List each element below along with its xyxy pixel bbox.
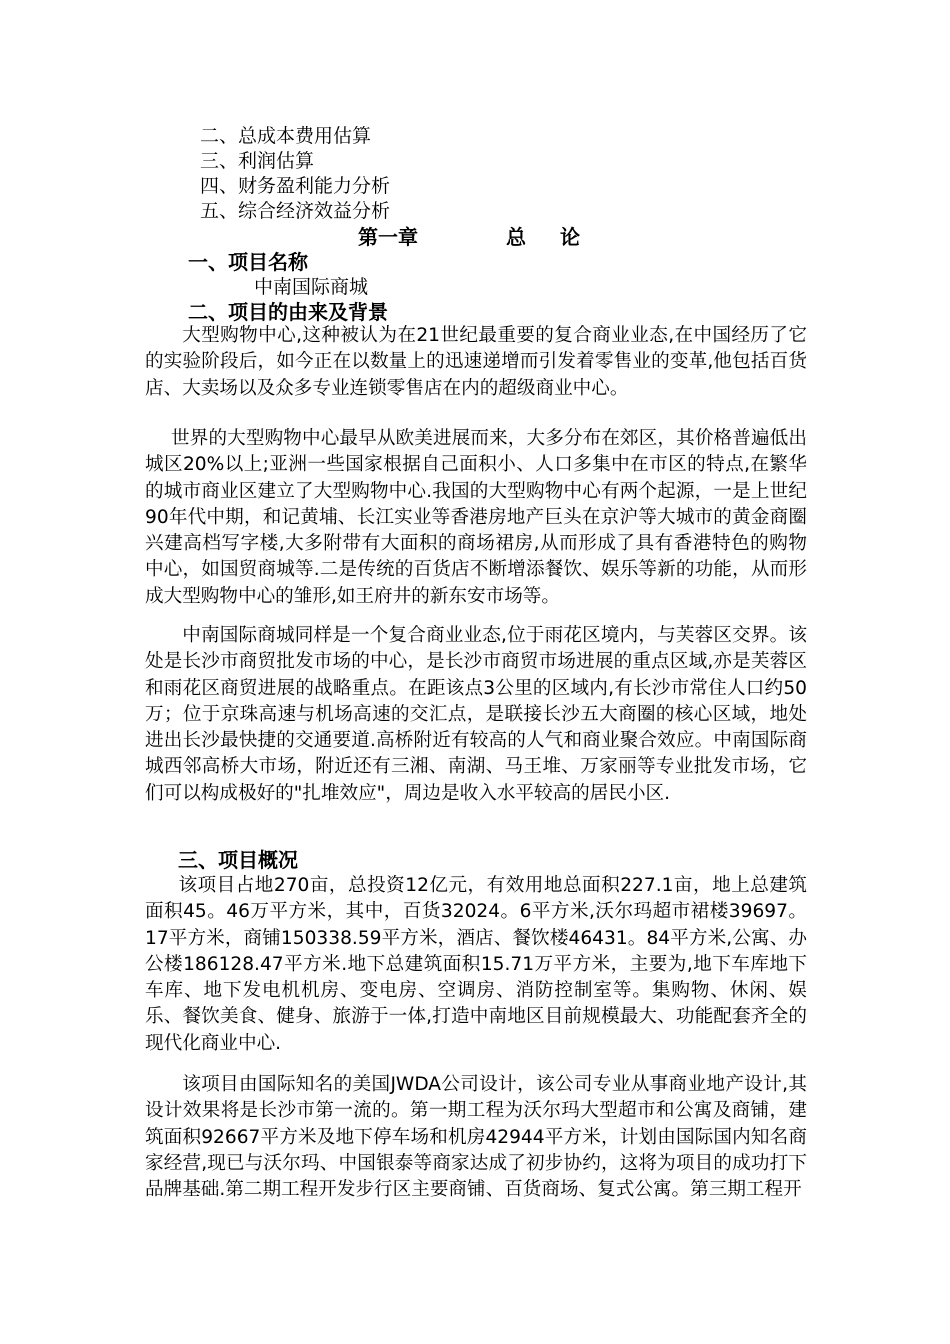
background-paragraph: 中南国际商城同样是一个复合商业业态,位于雨花区境内，与芙蓉区交界。该处是长沙市商贸批发市场的中心，是长沙市商贸市场进展的重点区域,亦是芙蓉区和雨花区商贸进展的战略重点。在距该点3公里的区域内,有长沙市常住人口约50万；位于京珠高速与机场高速的交汇点，是联接长沙五大商圈的核心区域，地处进出长沙最快捷的交通要道.高桥附近有较高的人气和商业聚合效应。中南国际商城西邻高桥大市场，附近还有三湘、南湖、马王堆、万家丽等专业批发市场，它们可以构成极好的"扎堆效应"，周边是收入水平较高的居民小区. — [145, 625, 807, 804]
chapter-title — [358, 224, 580, 250]
toc-item: 二、总成本费用估算 — [200, 125, 372, 147]
background-paragraph: 世界的大型购物中心最早从欧美进展而来，大多分布在郊区，其价格普遍低出城区20%以上;亚洲一些国家根据自己面积小、人口多集中在市区的特点,在繁华的城市商业区建立了大型购物中心.我国的大型购物中心有两个起源，一是上世纪90年代中期，和记黄埔、长江实业等香港房地产巨头在京沪等大城市的黄金商圈兴建高档写字楼,大多附带有大面积的商场裙房,从而形成了具有香港特色的购物中心，如国贸商城等.二是传统的百货店不断增添餐饮、娱乐等新的功能，从而形成大型购物中心的雏形,如王府井的新东安市场等。 — [145, 428, 807, 607]
chapter-title-part1: 总 — [506, 225, 526, 249]
section-heading-background: 二、项目的由来及背景 — [188, 300, 388, 324]
project-name: 中南国际商城 — [254, 276, 369, 298]
toc-item: 四、财务盈利能力分析 — [200, 175, 391, 197]
toc-item: 三、利润估算 — [200, 150, 315, 172]
background-paragraph: 大型购物中心,这种被认为在21世纪最重要的复合商业业态,在中国经历了它的实验阶段后，如今正在以数量上的迅速递增而引发着零售业的变革,他包括百货店、大卖场以及众多专业连锁零售店在内的超级商业中心。 — [145, 325, 807, 399]
chapter-number: 第一章 — [358, 225, 418, 249]
overview-paragraph: 该项目占地270亩，总投资12亿元，有效用地总面积227.1亩，地上总建筑面积45。46万平方米，其中，百货32024。6平方米,沃尔玛超市裙楼39697。17平方米，商铺150338.59平方米，酒店、餐饮楼46431。84平方米,公寓、办公楼186128.47平方米.地下总建筑面积15.71万平方米，主要为,地下车库地下车库、地下发电机机房、变电房、空调房、消防控制室等。集购物、休闲、娱乐、餐饮美食、健身、旅游于一体,打造中南地区目前规模最大、功能配套齐全的现代化商业中心. — [145, 875, 807, 1054]
section-heading-project-name: 一、项目名称 — [188, 250, 308, 274]
toc-item: 五、综合经济效益分析 — [200, 200, 391, 222]
section-heading-overview: 三、项目概况 — [178, 848, 298, 872]
overview-paragraph: 该项目由国际知名的美国JWDA公司设计，该公司专业从事商业地产设计,其设计效果将是长沙市第一流的。第一期工程为沃尔玛大型超市和公寓及商铺，建筑面积92667平方米及地下停车场和机房42944平方米，计划由国际国内知名商家经营,现已与沃尔玛、中国银泰等商家达成了初步协约，这将为项目的成功打下品牌基础.第二期工程开发步行区主要商铺、百货商场、复式公寓。第三期工程开 — [145, 1074, 807, 1201]
chapter-title-part2: 论 — [560, 225, 580, 249]
